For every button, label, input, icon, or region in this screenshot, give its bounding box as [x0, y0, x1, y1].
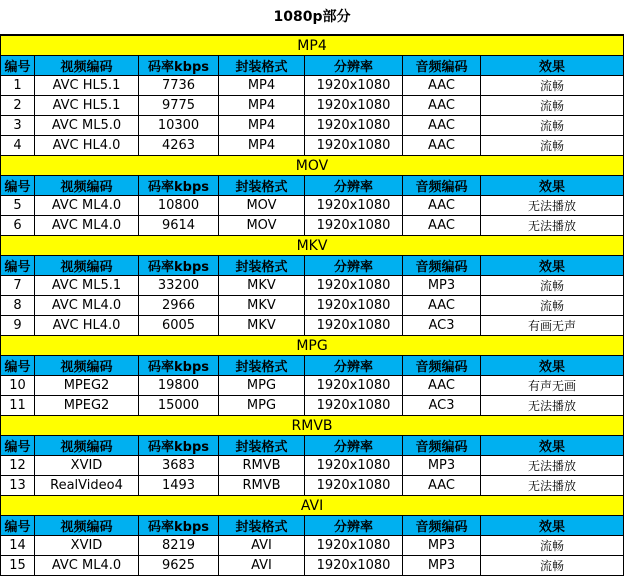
table-row: [1, 476, 624, 496]
header-video-codec[interactable]: 视频编码: [35, 56, 139, 76]
cell-video-codec[interactable]: RealVideo4: [35, 476, 139, 496]
cell-container[interactable]: MP4: [219, 96, 305, 116]
section-title[interactable]: MP4: [1, 36, 624, 56]
cell-num[interactable]: 8: [1, 296, 35, 316]
header-num[interactable]: 编号: [1, 516, 35, 536]
header-effect[interactable]: 效果: [481, 256, 624, 276]
cell-bitrate[interactable]: 1493: [139, 476, 219, 496]
section-row: [1, 36, 624, 56]
cell-container[interactable]: RMVB: [219, 476, 305, 496]
header-num[interactable]: 编号: [1, 56, 35, 76]
header-bitrate[interactable]: 码率kbps: [139, 256, 219, 276]
table-row: [1, 456, 624, 476]
section-row: [1, 156, 624, 176]
cell-audio-codec[interactable]: AAC: [403, 376, 481, 396]
section-title[interactable]: AVI: [1, 496, 624, 516]
cell-bitrate[interactable]: 8219: [139, 536, 219, 556]
cell-container[interactable]: MP4: [219, 136, 305, 156]
section-row: [1, 336, 624, 356]
cell-num[interactable]: 1: [1, 76, 35, 96]
header-container[interactable]: 封装格式: [219, 56, 305, 76]
header-row: [1, 516, 624, 536]
cell-audio-codec[interactable]: MP3: [403, 456, 481, 476]
cell-container[interactable]: MP4: [219, 76, 305, 96]
header-container[interactable]: 封装格式: [219, 516, 305, 536]
cell-audio-codec[interactable]: AC3: [403, 396, 481, 416]
cell-container[interactable]: MPG: [219, 396, 305, 416]
cell-effect[interactable]: 流畅: [481, 76, 624, 96]
cell-resolution[interactable]: 1920x1080: [305, 376, 403, 396]
cell-bitrate[interactable]: 10300: [139, 116, 219, 136]
cell-num[interactable]: 14: [1, 536, 35, 556]
cell-bitrate[interactable]: 33200: [139, 276, 219, 296]
cell-num[interactable]: 13: [1, 476, 35, 496]
header-audio-codec[interactable]: 音频编码: [403, 56, 481, 76]
cell-resolution[interactable]: 1920x1080: [305, 556, 403, 576]
section-title[interactable]: RMVB: [1, 416, 624, 436]
section-row: [1, 236, 624, 256]
cell-container[interactable]: MP4: [219, 116, 305, 136]
cell-resolution[interactable]: 1920x1080: [305, 136, 403, 156]
cell-container[interactable]: AVI: [219, 556, 305, 576]
cell-video-codec[interactable]: AVC HL4.0: [35, 136, 139, 156]
cell-bitrate[interactable]: 3683: [139, 456, 219, 476]
cell-video-codec[interactable]: MPEG2: [35, 376, 139, 396]
cell-video-codec[interactable]: XVID: [35, 456, 139, 476]
sheet-title: 1080p部分: [0, 0, 624, 35]
table-row: [1, 376, 624, 396]
cell-num[interactable]: 4: [1, 136, 35, 156]
header-resolution[interactable]: 分辨率: [305, 256, 403, 276]
table-row: [1, 276, 624, 296]
cell-audio-codec[interactable]: MP3: [403, 276, 481, 296]
header-num[interactable]: 编号: [1, 176, 35, 196]
header-audio-codec[interactable]: 音频编码: [403, 256, 481, 276]
table-row: [1, 296, 624, 316]
cell-resolution[interactable]: 1920x1080: [305, 196, 403, 216]
cell-video-codec[interactable]: AVC ML4.0: [35, 556, 139, 576]
cell-effect[interactable]: 流畅: [481, 276, 624, 296]
cell-bitrate[interactable]: 19800: [139, 376, 219, 396]
cell-num[interactable]: 3: [1, 116, 35, 136]
header-resolution[interactable]: 分辨率: [305, 356, 403, 376]
header-container[interactable]: 封装格式: [219, 176, 305, 196]
table-row: [1, 536, 624, 556]
cell-num[interactable]: 10: [1, 376, 35, 396]
cell-audio-codec[interactable]: MP3: [403, 556, 481, 576]
header-video-codec[interactable]: 视频编码: [35, 516, 139, 536]
header-effect[interactable]: 效果: [481, 176, 624, 196]
table-row: [1, 196, 624, 216]
cell-bitrate[interactable]: 7736: [139, 76, 219, 96]
cell-container[interactable]: MOV: [219, 216, 305, 236]
cell-effect[interactable]: 有声无画: [481, 376, 624, 396]
cell-num[interactable]: 9: [1, 316, 35, 336]
cell-effect[interactable]: 无法播放: [481, 456, 624, 476]
cell-video-codec[interactable]: AVC ML4.0: [35, 216, 139, 236]
header-resolution[interactable]: 分辨率: [305, 436, 403, 456]
cell-effect[interactable]: 流畅: [481, 116, 624, 136]
cell-resolution[interactable]: 1920x1080: [305, 276, 403, 296]
header-bitrate[interactable]: 码率kbps: [139, 176, 219, 196]
header-row: [1, 176, 624, 196]
cell-num[interactable]: 5: [1, 196, 35, 216]
cell-effect[interactable]: 无法播放: [481, 216, 624, 236]
header-video-codec[interactable]: 视频编码: [35, 356, 139, 376]
header-row: [1, 436, 624, 456]
cell-effect[interactable]: 流畅: [481, 136, 624, 156]
header-effect[interactable]: 效果: [481, 436, 624, 456]
header-row: [1, 356, 624, 376]
header-video-codec[interactable]: 视频编码: [35, 436, 139, 456]
header-num[interactable]: 编号: [1, 256, 35, 276]
table-row: [1, 316, 624, 336]
header-effect[interactable]: 效果: [481, 56, 624, 76]
cell-bitrate[interactable]: 2966: [139, 296, 219, 316]
header-bitrate[interactable]: 码率kbps: [139, 516, 219, 536]
header-bitrate[interactable]: 码率kbps: [139, 56, 219, 76]
header-container[interactable]: 封装格式: [219, 356, 305, 376]
header-bitrate[interactable]: 码率kbps: [139, 356, 219, 376]
cell-bitrate[interactable]: 10800: [139, 196, 219, 216]
table-row: [1, 136, 624, 156]
cell-video-codec[interactable]: XVID: [35, 536, 139, 556]
cell-resolution[interactable]: 1920x1080: [305, 76, 403, 96]
header-video-codec[interactable]: 视频编码: [35, 176, 139, 196]
cell-audio-codec[interactable]: AAC: [403, 296, 481, 316]
header-effect[interactable]: 效果: [481, 516, 624, 536]
section-title[interactable]: MPG: [1, 336, 624, 356]
cell-effect[interactable]: 无法播放: [481, 476, 624, 496]
cell-video-codec[interactable]: AVC ML4.0: [35, 296, 139, 316]
header-num[interactable]: 编号: [1, 356, 35, 376]
header-container[interactable]: 封装格式: [219, 256, 305, 276]
cell-resolution[interactable]: 1920x1080: [305, 116, 403, 136]
cell-effect[interactable]: 有画无声: [481, 316, 624, 336]
cell-resolution[interactable]: 1920x1080: [305, 456, 403, 476]
cell-video-codec[interactable]: AVC ML4.0: [35, 196, 139, 216]
cell-resolution[interactable]: 1920x1080: [305, 536, 403, 556]
cell-num[interactable]: 7: [1, 276, 35, 296]
header-bitrate[interactable]: 码率kbps: [139, 436, 219, 456]
cell-resolution[interactable]: 1920x1080: [305, 296, 403, 316]
header-num[interactable]: 编号: [1, 436, 35, 456]
section-title[interactable]: MOV: [1, 156, 624, 176]
cell-video-codec[interactable]: AVC ML5.0: [35, 116, 139, 136]
cell-bitrate[interactable]: 15000: [139, 396, 219, 416]
cell-resolution[interactable]: 1920x1080: [305, 216, 403, 236]
cell-audio-codec[interactable]: AAC: [403, 476, 481, 496]
cell-video-codec[interactable]: MPEG2: [35, 396, 139, 416]
cell-effect[interactable]: 无法播放: [481, 196, 624, 216]
cell-container[interactable]: MKV: [219, 296, 305, 316]
cell-container[interactable]: MKV: [219, 276, 305, 296]
header-effect[interactable]: 效果: [481, 356, 624, 376]
cell-audio-codec[interactable]: AAC: [403, 116, 481, 136]
cell-resolution[interactable]: 1920x1080: [305, 476, 403, 496]
cell-audio-codec[interactable]: AAC: [403, 196, 481, 216]
header-row: [1, 256, 624, 276]
header-audio-codec[interactable]: 音频编码: [403, 436, 481, 456]
cell-num[interactable]: 11: [1, 396, 35, 416]
cell-effect[interactable]: 流畅: [481, 96, 624, 116]
cell-container[interactable]: MOV: [219, 196, 305, 216]
cell-bitrate[interactable]: 9775: [139, 96, 219, 116]
cell-resolution[interactable]: 1920x1080: [305, 316, 403, 336]
header-container[interactable]: 封装格式: [219, 436, 305, 456]
cell-container[interactable]: AVI: [219, 536, 305, 556]
cell-bitrate[interactable]: 9625: [139, 556, 219, 576]
cell-video-codec[interactable]: AVC HL5.1: [35, 96, 139, 116]
header-audio-codec[interactable]: 音频编码: [403, 356, 481, 376]
header-audio-codec[interactable]: 音频编码: [403, 176, 481, 196]
table-row: [1, 556, 624, 576]
cell-effect[interactable]: 流畅: [481, 296, 624, 316]
cell-container[interactable]: RMVB: [219, 456, 305, 476]
table-row: [1, 216, 624, 236]
cell-video-codec[interactable]: AVC ML5.1: [35, 276, 139, 296]
cell-audio-codec[interactable]: AAC: [403, 76, 481, 96]
cell-audio-codec[interactable]: AAC: [403, 216, 481, 236]
cell-audio-codec[interactable]: MP3: [403, 536, 481, 556]
header-resolution[interactable]: 分辨率: [305, 176, 403, 196]
cell-container[interactable]: MPG: [219, 376, 305, 396]
header-audio-codec[interactable]: 音频编码: [403, 516, 481, 536]
cell-audio-codec[interactable]: AAC: [403, 136, 481, 156]
data-table: [0, 35, 624, 576]
cell-resolution[interactable]: 1920x1080: [305, 96, 403, 116]
cell-bitrate[interactable]: 6005: [139, 316, 219, 336]
cell-num[interactable]: 12: [1, 456, 35, 476]
cell-num[interactable]: 6: [1, 216, 35, 236]
cell-bitrate[interactable]: 9614: [139, 216, 219, 236]
header-row: [1, 56, 624, 76]
table-row: [1, 396, 624, 416]
table-body: [1, 36, 624, 576]
section-title[interactable]: MKV: [1, 236, 624, 256]
header-resolution[interactable]: 分辨率: [305, 56, 403, 76]
table-row: [1, 76, 624, 96]
section-row: [1, 496, 624, 516]
cell-audio-codec[interactable]: AC3: [403, 316, 481, 336]
cell-container[interactable]: MKV: [219, 316, 305, 336]
header-resolution[interactable]: 分辨率: [305, 516, 403, 536]
cell-num[interactable]: 15: [1, 556, 35, 576]
section-row: [1, 416, 624, 436]
cell-effect[interactable]: 流畅: [481, 556, 624, 576]
cell-bitrate[interactable]: 4263: [139, 136, 219, 156]
cell-num[interactable]: 2: [1, 96, 35, 116]
cell-audio-codec[interactable]: AAC: [403, 96, 481, 116]
cell-effect[interactable]: 流畅: [481, 536, 624, 556]
table-row: [1, 96, 624, 116]
cell-video-codec[interactable]: AVC HL5.1: [35, 76, 139, 96]
cell-resolution[interactable]: 1920x1080: [305, 396, 403, 416]
cell-effect[interactable]: 无法播放: [481, 396, 624, 416]
table-row: [1, 116, 624, 136]
cell-video-codec[interactable]: AVC HL4.0: [35, 316, 139, 336]
header-video-codec[interactable]: 视频编码: [35, 256, 139, 276]
